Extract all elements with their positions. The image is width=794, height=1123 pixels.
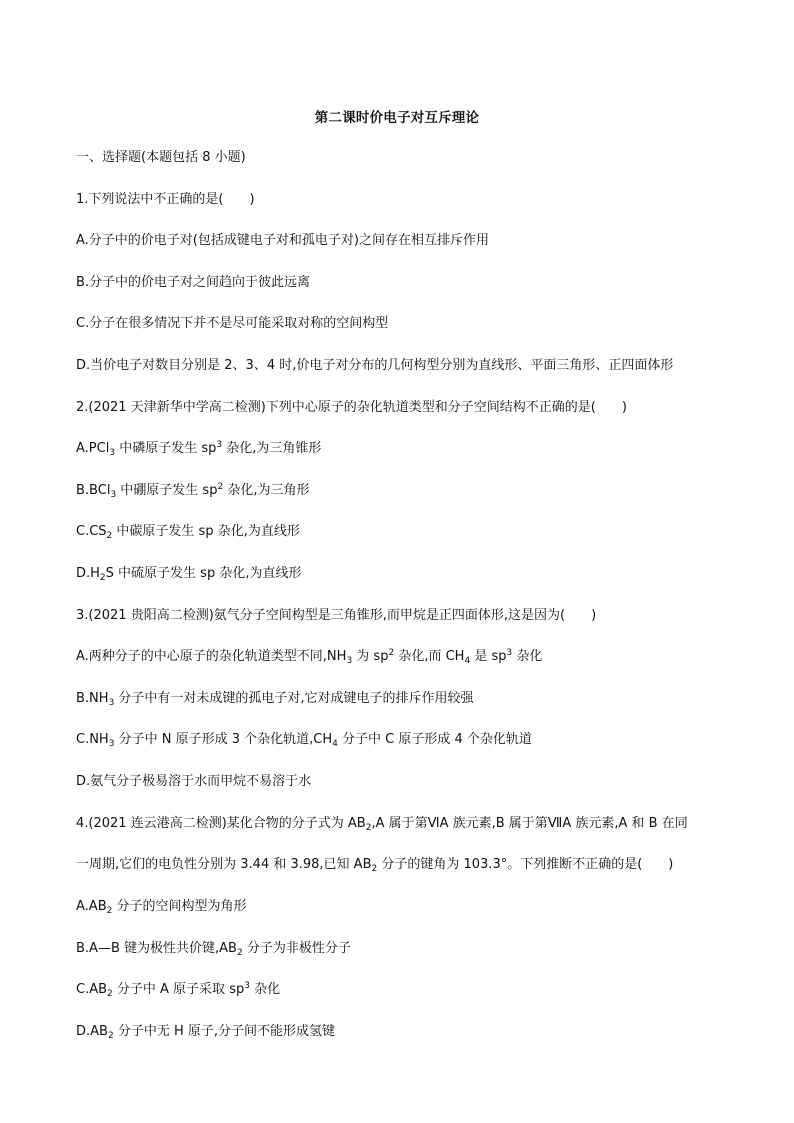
- q2-stem: 2.(2021 天津新华中学高二检测)下列中心原子的杂化轨道类型和分子空间结构不正确的是( ): [76, 400, 627, 415]
- q2-option-d: $D.H_2S$ 中硫原子发生 sp 杂化,为直线形: [76, 566, 302, 583]
- page-title: 第二课时价电子对互斥理论: [314, 110, 480, 126]
- q1-option-c: C.分子在很多情况下并不是尽可能采取对称的空间构型: [76, 316, 389, 331]
- q3-option-c: $C.NH_3$ 分子中 N 原子形成 3 个杂化轨道$,CH_4$ 分子中 C 原子形成 4 个杂化轨道: [76, 732, 532, 749]
- q3-stem: 3.(2021 贵阳高二检测)氨气分子空间构型是三角锥形,而甲烷是正四面体形,这是因为( ): [76, 608, 597, 623]
- q4-stem-line2: 一周期,它们的电负性分别为 3.44 和 3.98,已知 $AB_2$ 分子的键角为 103.3°。下列推断不正确的是( ): [76, 857, 674, 874]
- q3-option-b: $B.NH_3$ 分子中有一对未成键的孤电子对,它对成键电子的排斥作用较强: [76, 691, 474, 708]
- q1-option-d: D.当价电子对数目分别是 2、3、4 时,价电子对分布的几何构型分别为直线形、平面三角形、正四面体形: [76, 358, 674, 373]
- q1-option-b: B.分子中的价电子对之间趋向于彼此远离: [76, 275, 311, 290]
- q4-option-c: $C.AB_2$ 分子中 A 原子采取 $sp^3$ 杂化: [76, 981, 281, 999]
- q1-option-a: A.分子中的价电子对(包括成键电子对和孤电子对)之间存在相互排斥作用: [76, 233, 489, 248]
- q2-option-b: B.BCl$_3$ 中硼原子发生 $sp^2$ 杂化,为三角形: [76, 482, 310, 500]
- q2-option-c: $C.CS_2$ 中碳原子发生 sp 杂化,为直线形: [76, 524, 300, 541]
- q2-option-a: A.PCl$_3$ 中磷原子发生 $sp^3$ 杂化,为三角锥形: [76, 440, 322, 458]
- q4-stem-line1: 4.(2021 连云港高二检测)某化合物的分子式为 $AB_2,A$ 属于第ⅥA 族元素,B 属于第ⅦA 族元素,A 和 B 在同: [76, 816, 688, 833]
- q4-option-d: $D.AB_2$ 分子中无 H 原子,分子间不能形成氢键: [76, 1024, 336, 1041]
- q3-option-d: D.氨气分子极易溶于水而甲烷不易溶于水: [76, 774, 312, 789]
- section-heading: 一、选择题(本题包括 8 小题): [76, 150, 246, 165]
- q3-option-a: A.两种分子的中心原子的杂化轨道类型不同$,NH_3$ 为 $sp^2$ 杂化,而 $CH_4$ 是 $sp^3$ 杂化: [76, 648, 543, 666]
- q4-option-a: $A.AB_2$ 分子的空间构型为角形: [76, 899, 247, 916]
- q4-option-b: B.A—B 键为极性共价键$,AB_2$ 分子为非极性分子: [76, 941, 351, 958]
- q1-stem: 1.下列说法中不正确的是( ): [76, 192, 255, 207]
